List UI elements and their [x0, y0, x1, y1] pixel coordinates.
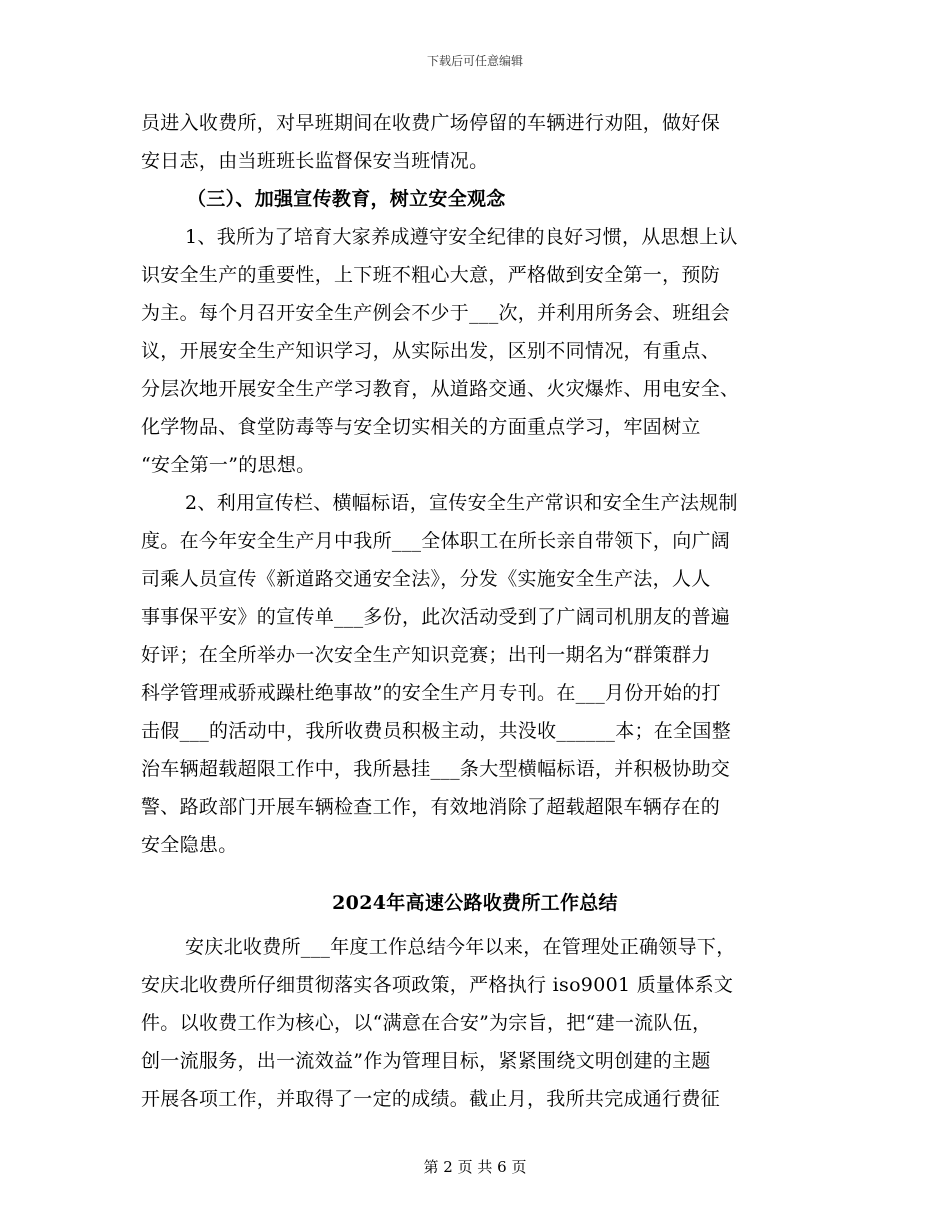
text-line: 1、我所为了培育大家养成遵守安全纪律的良好习惯，从思想上认 — [185, 226, 738, 248]
text-line: 识安全生产的重要性，上下班不粗心大意，严格做到安全第一，预防 — [141, 264, 721, 286]
document-title: 2024年高速公路收费所工作总结 — [332, 892, 618, 914]
text-line: 2、利用宣传栏、横幅标语，宣传安全生产常识和安全生产法规制 — [185, 492, 738, 514]
text-line: 创一流服务，出一流效益”作为管理目标，紧紧围绕文明创建的主题 — [141, 1050, 711, 1072]
text-line: 度。在今年安全生产月中我所___全体职工在所长亲自带领下，向广阔 — [141, 530, 731, 552]
text-line: 治车辆超载超限工作中，我所悬挂___条大型横幅标语，并积极协助交 — [141, 758, 731, 780]
page-header: 下载后可任意编辑 — [426, 54, 523, 68]
text-line: 好评；在全所举办一次安全生产知识竞赛；出刊一期名为“群策群力 — [141, 644, 711, 666]
text-line: 为主。每个月召开安全生产例会不少于___次，并利用所务会、班组会 — [141, 302, 731, 324]
text-line: 击假___的活动中，我所收费员积极主动，共没收______本；在全国整 — [141, 720, 732, 742]
text-line: 安日志，由当班班长监督保安当班情况。 — [141, 150, 489, 172]
text-line: 议，开展安全生产知识学习，从实际出发，区别不同情况，有重点、 — [141, 340, 721, 362]
text-line: 安庆北收费所仔细贯彻落实各项政策，严格执行 iso9001 质量体系文 — [141, 974, 734, 996]
text-line: 事事保平安》的宣传单___多份，此次活动受到了广阔司机朋友的普遍 — [141, 606, 731, 628]
text-line: 分层次地开展安全生产学习教育，从道路交通、火灾爆炸、用电安全、 — [141, 378, 740, 400]
document-body — [141, 104, 809, 1118]
text-line: “安全第一”的思想。 — [141, 454, 316, 476]
text-line: 安庆北收费所___年度工作总结今年以来，在管理处正确领导下， — [185, 936, 736, 958]
text-line: 安全隐患。 — [141, 834, 238, 856]
page-footer: 第 2 页 共 6 页 — [423, 1158, 527, 1176]
section-heading: （三）、加强宣传教育，树立安全观念 — [187, 188, 506, 210]
text-line: 司乘人员宣传《新道路交通安全法》，分发《实施安全生产法，人人 — [141, 568, 711, 590]
text-line: 开展各项工作，并取得了一定的成绩。截止月，我所共完成通行费征 — [141, 1088, 721, 1110]
text-line: 员进入收费所，对早班期间在收费广场停留的车辆进行劝阻，做好保 — [141, 112, 721, 134]
text-line: 件。以收费工作为核心，以“满意在合安”为宗旨，把“建一流队伍， — [141, 1012, 712, 1034]
text-line: 科学管理戒骄戒躁杜绝事故”的安全生产月专刊。在___月份开始的打 — [141, 682, 721, 704]
text-line: 化学物品、食堂防毒等与安全切实相关的方面重点学习，牢固树立 — [141, 416, 701, 438]
text-line: 警、路政部门开展车辆检查工作，有效地消除了超载超限车辆存在的 — [141, 796, 721, 818]
